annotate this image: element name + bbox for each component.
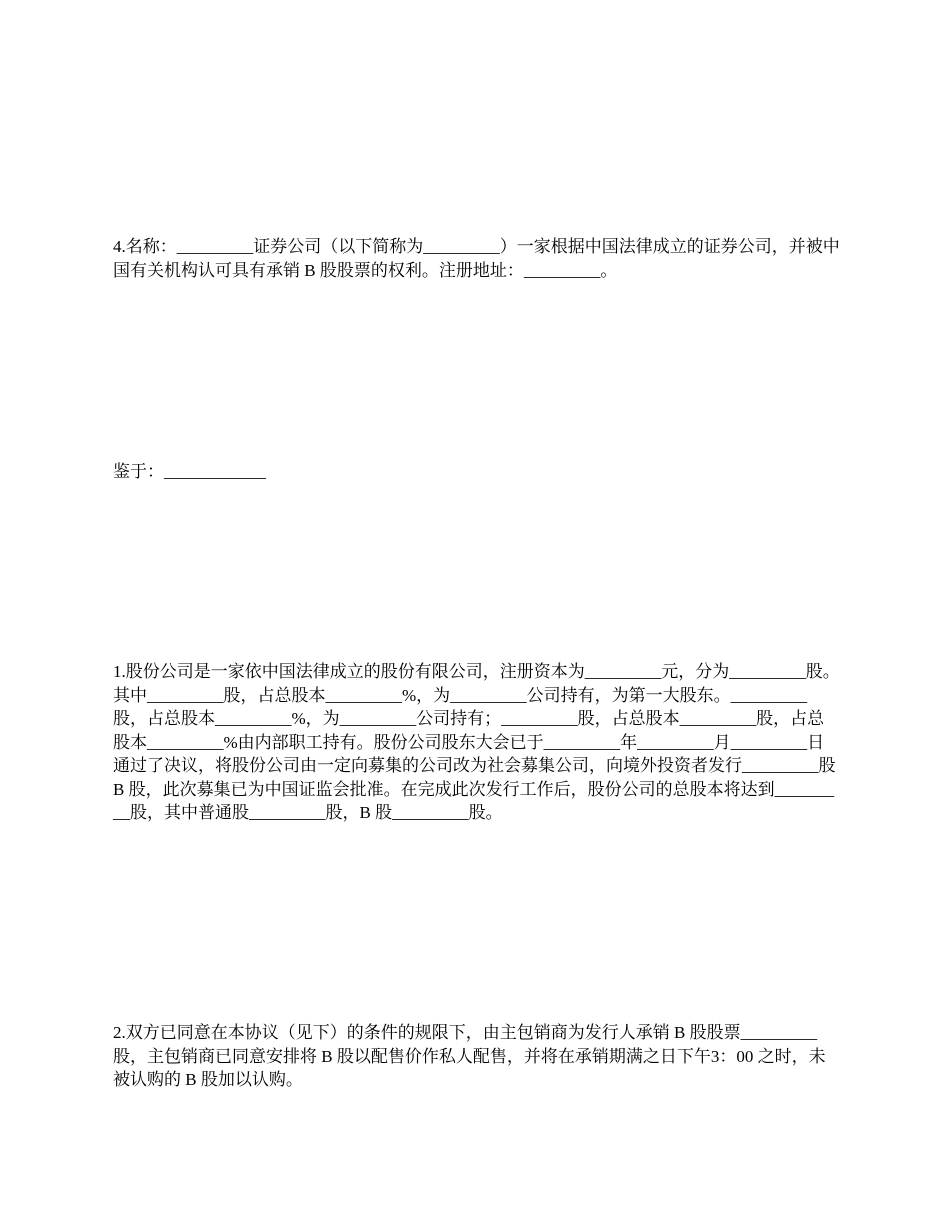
- clause-2-paragraph: 2.双方已同意在本协议（见下）的条件的规限下，由主包销商为发行人承销 B 股股票_________股，主包销商已同意安排将 B 股以配售价作私人配售，并将在承销期满之日下午3：00 之时，未被认购的 B 股加以认购。: [113, 1023, 826, 1089]
- clause-1-paragraph: 1.股份公司是一家依中国法律成立的股份有限公司，注册资本为_________元，分为_________股。其中_________股，占总股本_________%，为_________公司持有，为第一大股东。_________股，占总股本_________%，为_________公司持有；_________股，占总股本_________股，占总股本_________%由内部职工持有。股份公司股东大会已于_________年_________月_________日通过了决议，将股份公司由一定向募集的公司改为社会募集公司，向境外投资者发行_________股 B 股，此次募集已为中国证监会批准。在完成此次发行工作后，股份公司的总股本将达到_________股，其中普通股_________股，B 股_________股。: [113, 662, 840, 822]
- whereas-line: 鉴于：____________: [113, 462, 266, 481]
- company-info-paragraph: 4.名称：_________证券公司（以下简称为_________）一家根据中国法律成立的证券公司，并被中国有关机构认可具有承销 B 股股票的权利。注册地址：_________。: [113, 237, 840, 280]
